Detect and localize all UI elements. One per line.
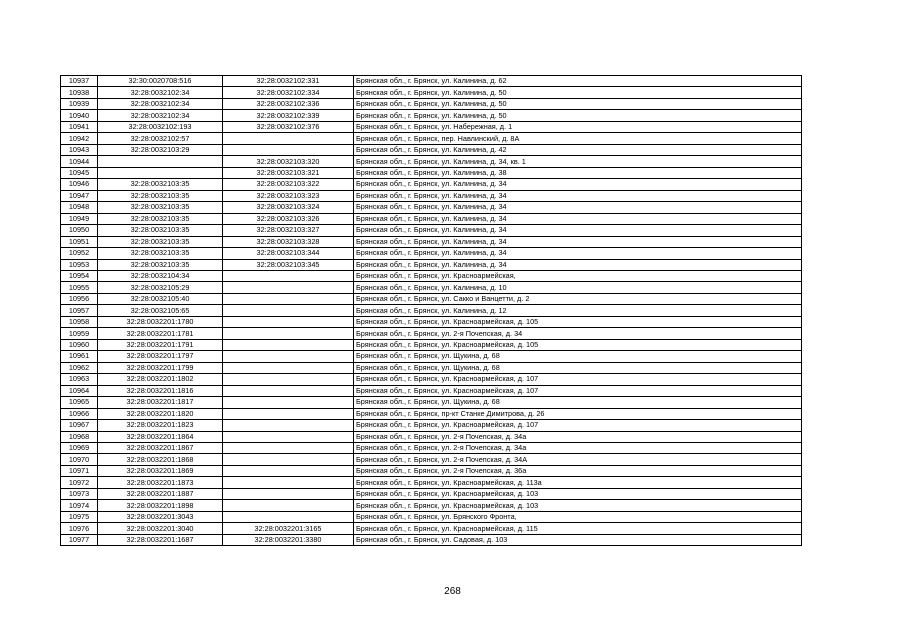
object-cadastral-number-cell — [223, 270, 354, 281]
object-cadastral-number-cell — [223, 385, 354, 396]
object-cadastral-number-cell — [223, 362, 354, 373]
table-row — [61, 465, 802, 476]
object-cadastral-number-cell — [223, 293, 354, 304]
row-number-cell: 10967 — [61, 420, 98, 431]
table-row — [61, 202, 802, 213]
address-cell: Брянская обл., г. Брянск, ул. Щукина, д. 68 — [354, 351, 802, 362]
row-number-cell: 10954 — [61, 270, 98, 281]
table-row — [61, 454, 802, 465]
address-cell: Брянская обл., г. Брянск, ул. Калинина, д. 34 — [354, 202, 802, 213]
table-row — [61, 339, 802, 350]
parcel-cadastral-number-cell: 32:28:0032103:35 — [98, 259, 223, 270]
address-cell: Брянская обл., г. Брянск, ул. Красноармейская, д. 107 — [354, 374, 802, 385]
parcel-cadastral-number-cell: 32:28:0032201:1781 — [98, 328, 223, 339]
object-cadastral-number-cell: 32:28:0032103:322 — [223, 179, 354, 190]
parcel-cadastral-number-cell: 32:28:0032201:1791 — [98, 339, 223, 350]
parcel-cadastral-number-cell: 32:28:0032103:35 — [98, 225, 223, 236]
row-number-cell: 10956 — [61, 293, 98, 304]
table-row — [61, 328, 802, 339]
address-cell: Брянская обл., г. Брянск, ул. Калинина, д. 42 — [354, 144, 802, 155]
table-row — [61, 98, 802, 109]
row-number-cell: 10960 — [61, 339, 98, 350]
parcel-cadastral-number-cell: 32:28:0032201:3040 — [98, 523, 223, 534]
row-number-cell: 10958 — [61, 316, 98, 327]
parcel-cadastral-number-cell: 32:28:0032102:34 — [98, 87, 223, 98]
row-number-cell: 10977 — [61, 534, 98, 545]
table-row — [61, 305, 802, 316]
row-number-cell: 10969 — [61, 443, 98, 454]
parcel-cadastral-number-cell: 32:28:0032102:34 — [98, 98, 223, 109]
object-cadastral-number-cell: 32:28:0032103:326 — [223, 213, 354, 224]
object-cadastral-number-cell — [223, 465, 354, 476]
object-cadastral-number-cell — [223, 374, 354, 385]
object-cadastral-number-cell — [223, 488, 354, 499]
address-cell: Брянская обл., г. Брянск, ул. Калинина, д. 34 — [354, 190, 802, 201]
address-cell: Брянская обл., г. Брянск, ул. Калинина, д. 50 — [354, 98, 802, 109]
row-number-cell: 10947 — [61, 190, 98, 201]
row-number-cell: 10964 — [61, 385, 98, 396]
address-cell: Брянская обл., г. Брянск, пер. Навлинский, д. 8А — [354, 133, 802, 144]
table-row — [61, 248, 802, 259]
parcel-cadastral-number-cell: 32:28:0032201:1799 — [98, 362, 223, 373]
address-cell: Брянская обл., г. Брянск, ул. Калинина, д. 10 — [354, 282, 802, 293]
table-row — [61, 110, 802, 121]
parcel-cadastral-number-cell: 32:28:0032201:1687 — [98, 534, 223, 545]
address-cell: Брянская обл., г. Брянск, ул. Красноармейская, д. 107 — [354, 420, 802, 431]
parcel-cadastral-number-cell: 32:28:0032201:1816 — [98, 385, 223, 396]
row-number-cell: 10948 — [61, 202, 98, 213]
parcel-cadastral-number-cell: 32:28:0032103:29 — [98, 144, 223, 155]
row-number-cell: 10939 — [61, 98, 98, 109]
table-row — [61, 374, 802, 385]
parcel-cadastral-number-cell: 32:28:0032201:1802 — [98, 374, 223, 385]
object-cadastral-number-cell: 32:28:0032102:331 — [223, 76, 354, 87]
table-row — [61, 87, 802, 98]
object-cadastral-number-cell: 32:28:0032103:324 — [223, 202, 354, 213]
row-number-cell: 10963 — [61, 374, 98, 385]
row-number-cell: 10949 — [61, 213, 98, 224]
table-row — [61, 523, 802, 534]
parcel-cadastral-number-cell: 32:28:0032201:1887 — [98, 488, 223, 499]
table-row — [61, 534, 802, 545]
object-cadastral-number-cell: 32:28:0032201:3380 — [223, 534, 354, 545]
object-cadastral-number-cell — [223, 339, 354, 350]
parcel-cadastral-number-cell: 32:28:0032103:35 — [98, 213, 223, 224]
table-row — [61, 236, 802, 247]
address-cell: Брянская обл., г. Брянск, ул. Калинина, д. 62 — [354, 76, 802, 87]
object-cadastral-number-cell: 32:28:0032103:323 — [223, 190, 354, 201]
address-cell: Брянская обл., г. Брянск, ул. Калинина, д. 12 — [354, 305, 802, 316]
address-cell: Брянская обл., г. Брянск, ул. Калинина, д. 38 — [354, 167, 802, 178]
parcel-cadastral-number-cell: 32:28:0032201:3043 — [98, 511, 223, 522]
address-cell: Брянская обл., г. Брянск, ул. Набережная, д. 1 — [354, 121, 802, 132]
object-cadastral-number-cell — [223, 500, 354, 511]
object-cadastral-number-cell — [223, 282, 354, 293]
address-cell: Брянская обл., г. Брянск, ул. Щукина, д. 68 — [354, 397, 802, 408]
table-row — [61, 431, 802, 442]
parcel-cadastral-number-cell: 32:28:0032102:57 — [98, 133, 223, 144]
table-row — [61, 270, 802, 281]
table-row — [61, 293, 802, 304]
table-row — [61, 316, 802, 327]
parcel-cadastral-number-cell: 32:28:0032201:1873 — [98, 477, 223, 488]
address-cell: Брянская обл., г. Брянск, ул. Калинина, д. 50 — [354, 87, 802, 98]
object-cadastral-number-cell — [223, 477, 354, 488]
row-number-cell: 10976 — [61, 523, 98, 534]
table-row — [61, 121, 802, 132]
object-cadastral-number-cell — [223, 454, 354, 465]
table-row — [61, 144, 802, 155]
parcel-cadastral-number-cell: 32:28:0032201:1780 — [98, 316, 223, 327]
parcel-cadastral-number-cell: 32:30:0020708:516 — [98, 76, 223, 87]
row-number-cell: 10951 — [61, 236, 98, 247]
table-row — [61, 133, 802, 144]
table-row — [61, 282, 802, 293]
object-cadastral-number-cell — [223, 328, 354, 339]
table-row — [61, 408, 802, 419]
table-row — [61, 351, 802, 362]
parcel-cadastral-number-cell: 32:28:0032102:34 — [98, 110, 223, 121]
object-cadastral-number-cell — [223, 420, 354, 431]
parcel-cadastral-number-cell: 32:28:0032201:1869 — [98, 465, 223, 476]
object-cadastral-number-cell — [223, 511, 354, 522]
parcel-cadastral-number-cell: 32:28:0032105:65 — [98, 305, 223, 316]
object-cadastral-number-cell: 32:28:0032102:336 — [223, 98, 354, 109]
table-row — [61, 488, 802, 499]
parcel-cadastral-number-cell: 32:28:0032103:35 — [98, 179, 223, 190]
row-number-cell: 10944 — [61, 156, 98, 167]
object-cadastral-number-cell — [223, 305, 354, 316]
address-cell: Брянская обл., г. Брянск, ул. Красноармейская, д. 103 — [354, 488, 802, 499]
object-cadastral-number-cell — [223, 133, 354, 144]
address-cell: Брянская обл., г. Брянск, ул. Калинина, д. 34 — [354, 213, 802, 224]
address-cell: Брянская обл., г. Брянск, ул. Калинина, д. 34 — [354, 248, 802, 259]
object-cadastral-number-cell — [223, 144, 354, 155]
address-cell: Брянская обл., г. Брянск, ул. 2-я Почепская, д. 34а — [354, 443, 802, 454]
table-row — [61, 397, 802, 408]
row-number-cell: 10973 — [61, 488, 98, 499]
address-cell: Брянская обл., г. Брянск, ул. Красноармейская, д. 103 — [354, 500, 802, 511]
parcel-cadastral-number-cell: 32:28:0032103:35 — [98, 248, 223, 259]
object-cadastral-number-cell: 32:28:0032103:327 — [223, 225, 354, 236]
row-number-cell: 10971 — [61, 465, 98, 476]
address-cell: Брянская обл., г. Брянск, ул. Красноармейская, д. 105 — [354, 316, 802, 327]
object-cadastral-number-cell: 32:28:0032201:3165 — [223, 523, 354, 534]
object-cadastral-number-cell: 32:28:0032102:339 — [223, 110, 354, 121]
parcel-cadastral-number-cell: 32:28:0032201:1864 — [98, 431, 223, 442]
object-cadastral-number-cell — [223, 408, 354, 419]
row-number-cell: 10937 — [61, 76, 98, 87]
table-row — [61, 500, 802, 511]
address-cell: Брянская обл., г. Брянск, ул. Сакко и Ванцетти, д. 2 — [354, 293, 802, 304]
registry-table — [60, 75, 802, 546]
parcel-cadastral-number-cell: 32:28:0032201:1820 — [98, 408, 223, 419]
object-cadastral-number-cell: 32:28:0032103:320 — [223, 156, 354, 167]
object-cadastral-number-cell: 32:28:0032103:345 — [223, 259, 354, 270]
row-number-cell: 10975 — [61, 511, 98, 522]
address-cell: Брянская обл., г. Брянск, ул. Брянского Фронта, — [354, 511, 802, 522]
row-number-cell: 10961 — [61, 351, 98, 362]
address-cell: Брянская обл., г. Брянск, ул. Красноармейская, д. 107 — [354, 385, 802, 396]
address-cell: Брянская обл., г. Брянск, ул. Щукина, д. 68 — [354, 362, 802, 373]
object-cadastral-number-cell — [223, 351, 354, 362]
row-number-cell: 10938 — [61, 87, 98, 98]
parcel-cadastral-number-cell: 32:28:0032201:1817 — [98, 397, 223, 408]
parcel-cadastral-number-cell: 32:28:0032103:35 — [98, 202, 223, 213]
address-cell: Брянская обл., г. Брянск, ул. Калинина, д. 34 — [354, 259, 802, 270]
row-number-cell: 10945 — [61, 167, 98, 178]
parcel-cadastral-number-cell: 32:28:0032105:29 — [98, 282, 223, 293]
address-cell: Брянская обл., г. Брянск, ул. 2-я Почепская, д. 34А — [354, 454, 802, 465]
object-cadastral-number-cell: 32:28:0032102:334 — [223, 87, 354, 98]
parcel-cadastral-number-cell: 32:28:0032103:35 — [98, 236, 223, 247]
row-number-cell: 10953 — [61, 259, 98, 270]
row-number-cell: 10965 — [61, 397, 98, 408]
parcel-cadastral-number-cell: 32:28:0032104:34 — [98, 270, 223, 281]
parcel-cadastral-number-cell: 32:28:0032201:1868 — [98, 454, 223, 465]
row-number-cell: 10957 — [61, 305, 98, 316]
parcel-cadastral-number-cell: 32:28:0032201:1797 — [98, 351, 223, 362]
address-cell: Брянская обл., г. Брянск, ул. Красноармейская, д. 113а — [354, 477, 802, 488]
table-row — [61, 179, 802, 190]
address-cell: Брянская обл., г. Брянск, ул. 2-я Почепская, д. 36а — [354, 465, 802, 476]
table-row — [61, 420, 802, 431]
address-cell: Брянская обл., г. Брянск, ул. Калинина, д. 34 — [354, 225, 802, 236]
row-number-cell: 10941 — [61, 121, 98, 132]
address-cell: Брянская обл., г. Брянск, ул. Красноармейская, — [354, 270, 802, 281]
parcel-cadastral-number-cell: 32:28:0032201:1898 — [98, 500, 223, 511]
page-number: 268 — [444, 586, 461, 597]
address-cell: Брянская обл., г. Брянск, пр-кт Станке Димитрова, д. 26 — [354, 408, 802, 419]
object-cadastral-number-cell: 32:28:0032103:328 — [223, 236, 354, 247]
object-cadastral-number-cell: 32:28:0032103:321 — [223, 167, 354, 178]
address-cell: Брянская обл., г. Брянск, ул. Садовая, д. 103 — [354, 534, 802, 545]
table-row — [61, 190, 802, 201]
object-cadastral-number-cell: 32:28:0032102:376 — [223, 121, 354, 132]
address-cell: Брянская обл., г. Брянск, ул. Калинина, д. 34, кв. 1 — [354, 156, 802, 167]
table-row — [61, 156, 802, 167]
table-row — [61, 213, 802, 224]
row-number-cell: 10966 — [61, 408, 98, 419]
address-cell: Брянская обл., г. Брянск, ул. Калинина, д. 34 — [354, 236, 802, 247]
row-number-cell: 10968 — [61, 431, 98, 442]
row-number-cell: 10943 — [61, 144, 98, 155]
object-cadastral-number-cell — [223, 431, 354, 442]
row-number-cell: 10950 — [61, 225, 98, 236]
parcel-cadastral-number-cell — [98, 167, 223, 178]
table-row — [61, 362, 802, 373]
parcel-cadastral-number-cell — [98, 156, 223, 167]
row-number-cell: 10952 — [61, 248, 98, 259]
address-cell: Брянская обл., г. Брянск, ул. Красноармейская, д. 115 — [354, 523, 802, 534]
row-number-cell: 10974 — [61, 500, 98, 511]
row-number-cell: 10959 — [61, 328, 98, 339]
row-number-cell: 10942 — [61, 133, 98, 144]
row-number-cell: 10940 — [61, 110, 98, 121]
address-cell: Брянская обл., г. Брянск, ул. 2-я Почепская, д. 34а — [354, 431, 802, 442]
object-cadastral-number-cell — [223, 443, 354, 454]
registry-table-body — [61, 76, 802, 546]
table-row — [61, 259, 802, 270]
row-number-cell: 10972 — [61, 477, 98, 488]
parcel-cadastral-number-cell: 32:28:0032105:40 — [98, 293, 223, 304]
table-row — [61, 511, 802, 522]
address-cell: Брянская обл., г. Брянск, ул. 2-я Почепская, д. 34 — [354, 328, 802, 339]
table-row — [61, 443, 802, 454]
table-row — [61, 167, 802, 178]
row-number-cell: 10955 — [61, 282, 98, 293]
object-cadastral-number-cell: 32:28:0032103:344 — [223, 248, 354, 259]
row-number-cell: 10970 — [61, 454, 98, 465]
parcel-cadastral-number-cell: 32:28:0032201:1823 — [98, 420, 223, 431]
table-row — [61, 385, 802, 396]
row-number-cell: 10946 — [61, 179, 98, 190]
table-row — [61, 225, 802, 236]
row-number-cell: 10962 — [61, 362, 98, 373]
address-cell: Брянская обл., г. Брянск, ул. Красноармейская, д. 105 — [354, 339, 802, 350]
parcel-cadastral-number-cell: 32:28:0032103:35 — [98, 190, 223, 201]
table-row — [61, 76, 802, 87]
parcel-cadastral-number-cell: 32:28:0032201:1867 — [98, 443, 223, 454]
table-row — [61, 477, 802, 488]
address-cell: Брянская обл., г. Брянск, ул. Калинина, д. 50 — [354, 110, 802, 121]
object-cadastral-number-cell — [223, 397, 354, 408]
object-cadastral-number-cell — [223, 316, 354, 327]
address-cell: Брянская обл., г. Брянск, ул. Калинина, д. 34 — [354, 179, 802, 190]
parcel-cadastral-number-cell: 32:28:0032102:193 — [98, 121, 223, 132]
